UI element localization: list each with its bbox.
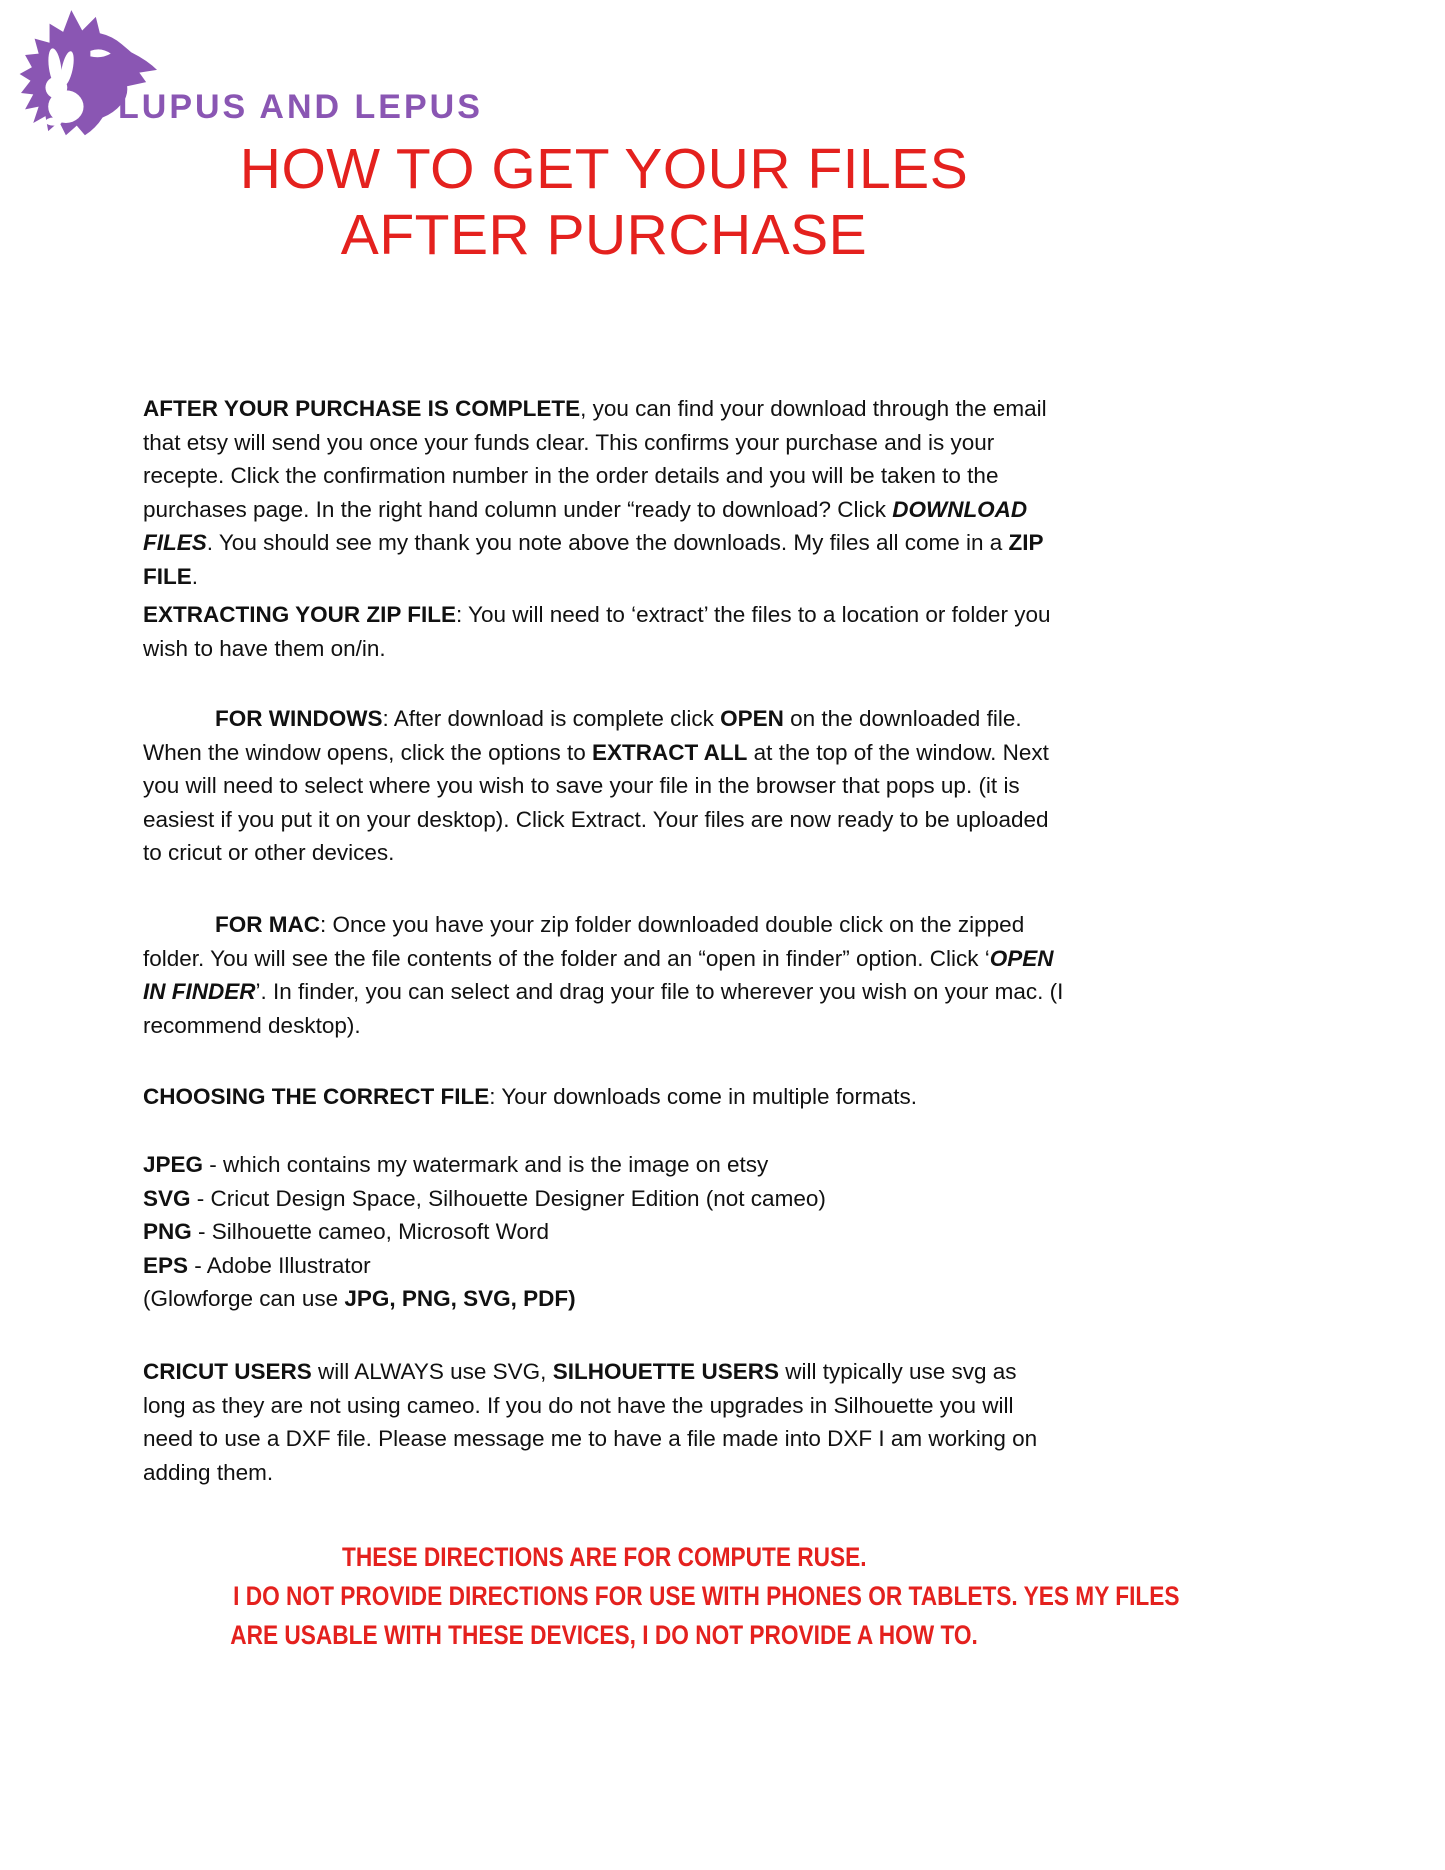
format-jpeg-line: JPEG - which contains my watermark and is the image on etsy	[143, 1152, 769, 1177]
page-title	[143, 136, 1065, 268]
after-purchase-paragraph: AFTER YOUR PURCHASE IS COMPLETE, you can find your download through the email that etsy will send you once your funds clear. This confirms your purchase and is your recepte. Click the confirmation number in the order details and you will be taken to the purchases page. In the right hand column under “ready to download? Click DOWNLOAD FILES. You should see my thank you note above the downloads. My files all come in a ZIP FILE.	[143, 396, 1047, 589]
extracting-zip-paragraph: EXTRACTING YOUR ZIP FILE: You will need to ‘extract’ the files to a location or folder you wish to have them on/in.	[143, 602, 1051, 661]
footer-notice-line1: THESE DIRECTIONS ARE FOR COMPUTE RUSE.	[341, 1542, 867, 1572]
format-svg-line: SVG - Cricut Design Space, Silhouette Designer Edition (not cameo)	[143, 1185, 826, 1211]
for-mac-paragraph: FOR MAC: Once you have your zip folder downloaded double click on the zipped folder. You will see the file contents of the folder and an “open in finder” option. Click ‘OPEN IN FINDER’. In finder, you can select and drag your file to wherever you wish on your mac. (I recommend desktop).	[143, 912, 1064, 1038]
footer-notice-line2: I DO NOT PROVIDE DIRECTIONS FOR USE WITH PHONES OR TABLETS. YES MY FILES	[233, 1581, 1180, 1611]
footer-notice	[143, 1538, 1180, 1655]
brand-logo	[14, 6, 494, 146]
page-title-line2: AFTER PURCHASE	[340, 203, 868, 267]
format-glowforge-line: (Glowforge can use JPG, PNG, SVG, PDF)	[143, 1286, 576, 1311]
footer-notice-line3: ARE USABLE WITH THESE DEVICES, I DO NOT PROVIDE A HOW TO.	[230, 1620, 978, 1650]
cricut-users-paragraph: CRICUT USERS will ALWAYS use SVG, SILHOUETTE USERS will typically use svg as long as they are not using cameo. If you do not have the upgrades in Silhouette you will need to use a DXF file. Please message me to have a file made into DXF I am working on adding them.	[143, 1359, 1038, 1485]
choosing-file-paragraph: CHOOSING THE CORRECT FILE: Your downloads come in multiple formats.	[143, 1084, 917, 1109]
for-windows-paragraph: FOR WINDOWS: After download is complete click OPEN on the downloaded file. When the window opens, click the options to EXTRACT ALL at the top of the window. Next you will need to select where you wish to save your file in the browser that pops up. (it is easiest if you put it on your desktop). Click Extract. Your files are now ready to be uploaded to cricut or other devices.	[143, 706, 1049, 865]
page-title-line1: HOW TO GET YOUR FILES	[239, 137, 969, 201]
format-eps-line: EPS - Adobe Illustrator	[143, 1252, 371, 1278]
brand-name: LUPUS AND LEPUS	[118, 88, 483, 126]
format-png-line: PNG - Silhouette cameo, Microsoft Word	[143, 1219, 549, 1244]
file-formats-list	[143, 1148, 1065, 1316]
